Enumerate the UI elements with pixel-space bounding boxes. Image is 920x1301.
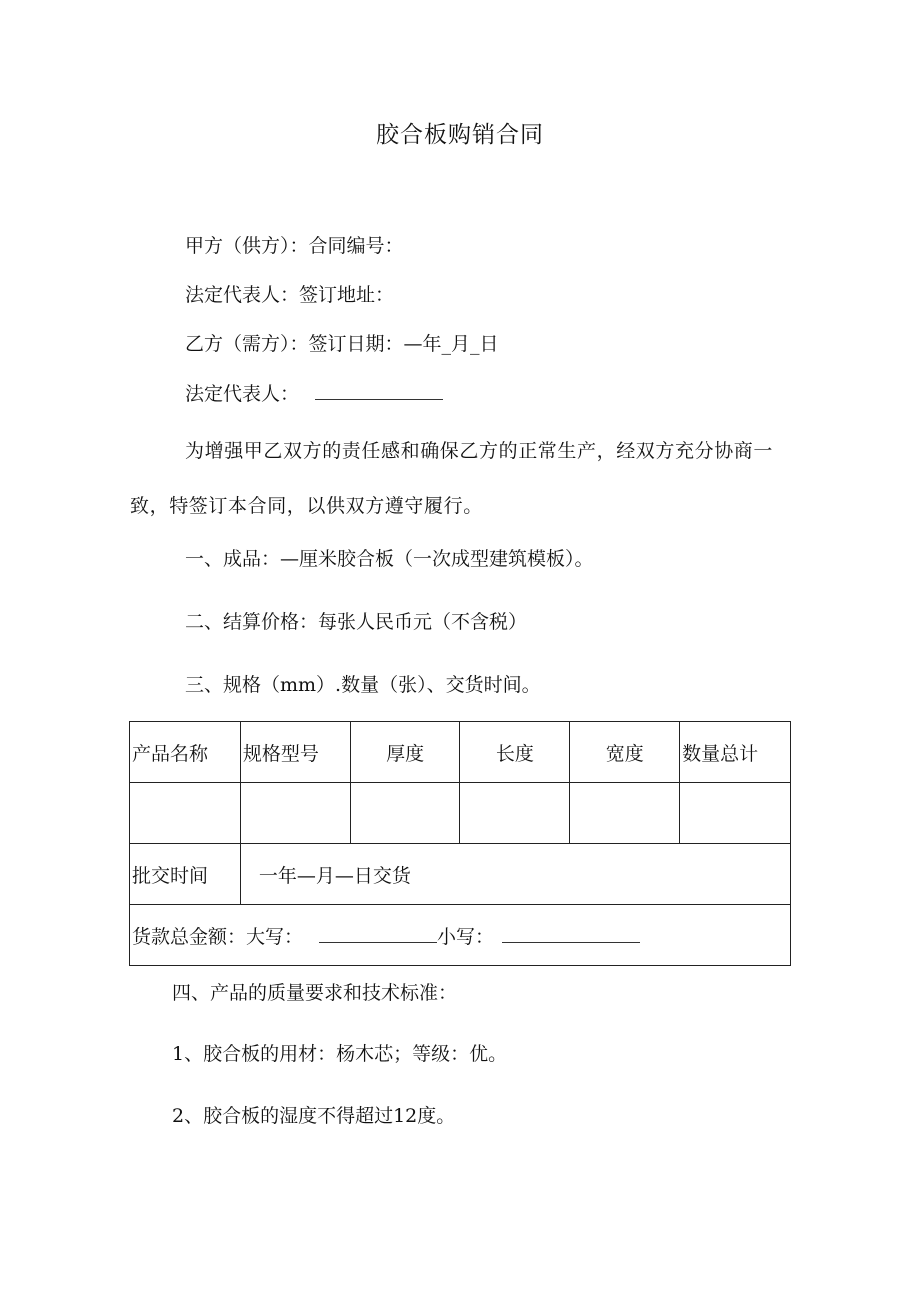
amount-lowercase-blank[interactable] [502, 924, 640, 943]
cell-model[interactable] [240, 783, 350, 844]
intro-paragraph: 为增强甲乙双方的责任感和确保乙方的正常生产，经双方充分协商一致，特签订本合同，以供双方遵守履行。 [130, 440, 774, 517]
cell-thickness[interactable] [350, 783, 460, 844]
cell-quantity-total[interactable] [680, 783, 791, 844]
delivery-label: 批交时间 [130, 844, 241, 905]
delivery-row [130, 844, 791, 905]
legal-rep-b-row [185, 380, 443, 408]
clause-1: 一、成品：—厘米胶合板（一次成型建筑模板）。 [185, 548, 594, 570]
header-thickness: 厚度 [350, 722, 460, 783]
legal-rep-a-line: 法定代表人：签订地址： [185, 284, 395, 306]
header-width: 宽度 [570, 722, 680, 783]
party-a-line: 甲方（供方）：合同编号： [185, 235, 404, 257]
clause-2: 二、结算价格：每张人民币元（不含税） [185, 611, 528, 633]
table-row [130, 783, 791, 844]
header-product-name: 产品名称 [130, 722, 241, 783]
quality-item-1: 1、胶合板的用材：杨木芯；等级：优。 [172, 1043, 508, 1065]
delivery-value: 一年—月—日交货 [240, 844, 790, 905]
legal-rep-b-label: 法定代表人： [185, 383, 300, 405]
document-title: 胶合板购销合同 [376, 122, 544, 148]
amount-label: 货款总金额：大写： [132, 925, 304, 948]
cell-length[interactable] [460, 783, 570, 844]
amount-cell [130, 905, 791, 966]
header-length: 长度 [460, 722, 570, 783]
quality-heading: 四、产品的质量要求和技术标准： [172, 982, 458, 1004]
cell-product-name[interactable] [130, 783, 241, 844]
clause-3: 三、规格（mm）.数量（张）、交货时间。 [185, 674, 541, 696]
header-quantity-total: 数量总计 [680, 722, 791, 783]
amount-row [130, 905, 791, 966]
amount-small-label: 小写： [437, 925, 495, 948]
amount-uppercase-blank[interactable] [319, 924, 437, 943]
table-header-row [130, 722, 791, 783]
signature-blank[interactable] [315, 381, 443, 400]
party-b-line: 乙方（需方）：签订日期：—年_月_日 [185, 333, 499, 355]
cell-width[interactable] [570, 783, 680, 844]
quality-item-2: 2、胶合板的湿度不得超过12度。 [172, 1105, 456, 1127]
header-model: 规格型号 [240, 722, 350, 783]
spec-table [129, 721, 791, 966]
